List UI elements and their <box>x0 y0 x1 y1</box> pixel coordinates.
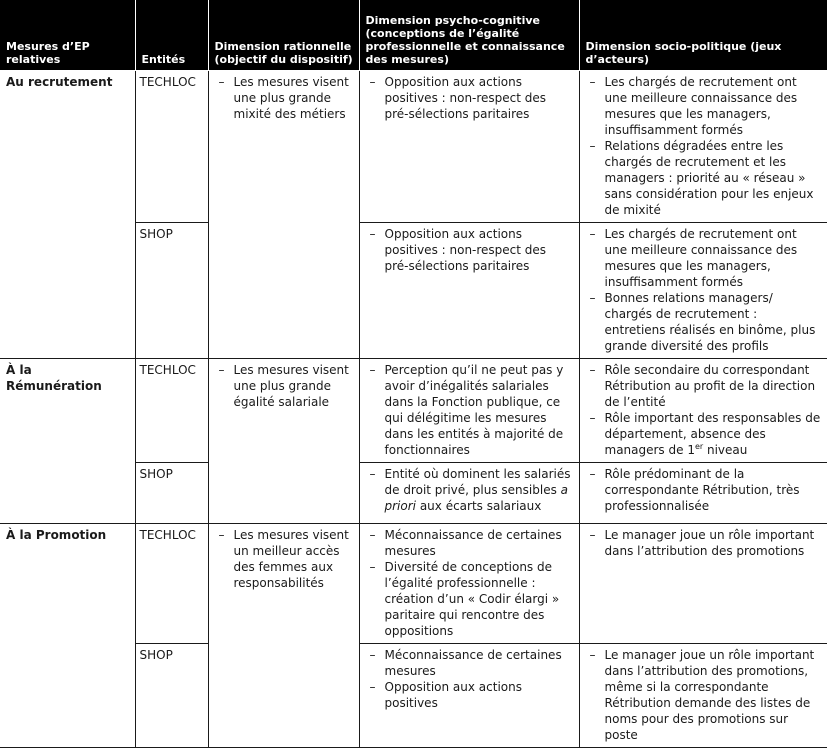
header-rational: Dimension rationnelle (objectif du dispositif) <box>208 0 359 70</box>
socio-cell <box>579 643 827 747</box>
list-item: – Les mesures visent une plus grande mixité des métiers <box>214 74 354 122</box>
measure-cell: Au recrutement <box>0 70 135 358</box>
header-measures: Mesures d’EP relatives <box>0 0 135 70</box>
psycho-cell <box>359 523 579 643</box>
list-item: – Opposition aux actions positives : non-respect des pré-sélections paritaires <box>365 74 574 122</box>
list-item: – Relations dégradées entre les chargés de recrutement et les managers : priorité au « réseau » sans considération pour les enjeux de mixité <box>585 138 823 218</box>
socio-cell <box>579 222 827 358</box>
list-item-text: Rôle important des responsables de département, absence des managers de 1 <box>604 410 821 457</box>
psycho-cell <box>359 70 579 222</box>
list-item: – Méconnaissance de certaines mesures <box>365 527 574 559</box>
list-item <box>365 466 574 514</box>
header-entities: Entités <box>135 0 208 70</box>
list-item: – Les chargés de recrutement ont une meilleure connaissance des mesures que les managers, insuffisamment formés <box>585 74 823 138</box>
list-item <box>585 410 823 458</box>
list-item: – Opposition aux actions positives : non-respect des pré-sélections paritaires <box>365 226 574 274</box>
header-row <box>0 0 827 70</box>
psycho-cell <box>359 643 579 747</box>
entity-cell: SHOP <box>135 462 208 523</box>
entity-cell: SHOP <box>135 643 208 747</box>
list-item-text: Entité où dominent les salariés de droit privé, plus sensibles <box>384 466 571 497</box>
header-socio: Dimension socio-politique (jeux d’acteurs) <box>579 0 827 70</box>
rational-cell <box>208 70 359 358</box>
table-row <box>0 523 827 643</box>
list-item: – Le manager joue un rôle important dans l’attribution des promotions, même si la correspondante Rétribution demande des listes de noms pour des promotions sur poste <box>585 647 823 743</box>
list-item: – Rôle prédominant de la correspondante Rétribution, très professionnalisée <box>585 466 823 514</box>
psycho-cell <box>359 462 579 523</box>
socio-cell <box>579 358 827 462</box>
list-item: – Les mesures visent une plus grande égalité salariale <box>214 362 354 410</box>
list-item: – Méconnaissance de certaines mesures <box>365 647 574 679</box>
header-psycho: Dimension psycho-cognitive (conceptions de l’égalité professionnelle et connaissance des mesures) <box>359 0 579 70</box>
emphasis-text: a priori <box>384 482 569 513</box>
entity-cell: TECHLOC <box>135 358 208 462</box>
psycho-cell <box>359 358 579 462</box>
list-item: – Perception qu’il ne peut pas y avoir d’inégalités salariales dans la Fonction publique, ce qui délégitime les mesures dans les entités à majorité de fonctionnaires <box>365 362 574 458</box>
list-item: – Bonnes relations managers/ chargés de recrutement : entretiens réalisés en binôme, plus grande diversité des profils <box>585 290 823 354</box>
socio-cell <box>579 462 827 523</box>
list-item: – Les mesures visent un meilleur accès des femmes aux responsabilités <box>214 527 354 591</box>
rational-cell <box>208 358 359 523</box>
entity-cell: SHOP <box>135 222 208 358</box>
measure-cell: À la Promotion <box>0 523 135 747</box>
list-item: – Opposition aux actions positives <box>365 679 574 711</box>
rational-cell <box>208 523 359 747</box>
socio-cell <box>579 523 827 643</box>
list-item: – Le manager joue un rôle important dans l’attribution des promotions <box>585 527 823 559</box>
list-item-text: niveau <box>703 442 748 457</box>
list-item-text: aux écarts salariaux <box>416 498 542 513</box>
table-row <box>0 70 827 222</box>
entity-cell: TECHLOC <box>135 523 208 643</box>
list-item: – Rôle secondaire du correspondant Rétribution au profit de la direction de l’entité <box>585 362 823 410</box>
list-item: – Les chargés de recrutement ont une meilleure connaissance des mesures que les managers, insuffisamment formés <box>585 226 823 290</box>
entity-cell: TECHLOC <box>135 70 208 222</box>
list-item: – Diversité de conceptions de l’égalité professionnelle : création d’un « Codir élargi » paritaire qui rencontre des oppositions <box>365 559 574 639</box>
table-row <box>0 358 827 462</box>
measure-cell: À la Rémunération <box>0 358 135 523</box>
socio-cell <box>579 70 827 222</box>
psycho-cell <box>359 222 579 358</box>
ordinal-superscript: er <box>694 441 704 451</box>
